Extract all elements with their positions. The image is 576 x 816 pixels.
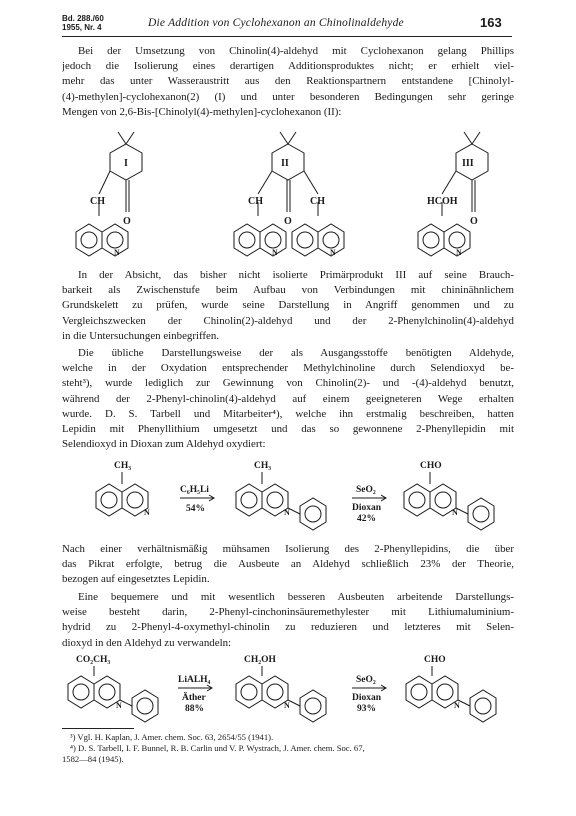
yield-label: 54%	[186, 504, 205, 514]
nitrogen-label: N	[330, 248, 336, 257]
oxygen-label: O	[470, 216, 478, 227]
nitrogen-label: N	[456, 248, 462, 257]
text-line: In der Absicht, das bisher nicht isolierte Primärprodukt III auf seine Brauch-	[78, 269, 514, 281]
text-line: bezogen auf eingesetztes Lepidin.	[62, 573, 210, 586]
text-line: in die Untersuchungen einbegriffen.	[62, 329, 220, 342]
footnote-3: ³) Vgl. H. Kaplan, J. Amer. chem. Soc. 63, 2654/55 (1941).	[70, 732, 274, 742]
nitrogen-label: N	[144, 508, 150, 517]
yield-label: 93%	[357, 704, 376, 714]
volume-line-1: Bd. 288./60	[62, 14, 104, 23]
nitrogen-label: N	[272, 248, 278, 257]
reagent-label: C₆H₅Li	[180, 485, 209, 495]
running-title: Die Addition von Cyclohexanon an Chinolinaldehyde	[148, 17, 404, 29]
text-line: Die übliche Darstellungsweise der als Ausgangsstoffe benötigten Aldehyde,	[78, 347, 514, 359]
aldehyde-label: CHO	[420, 461, 442, 471]
paragraph-1	[62, 44, 514, 120]
yield-label: 88%	[185, 704, 204, 714]
nitrogen-label: N	[284, 701, 290, 710]
ch-label: CH	[248, 196, 263, 207]
structure-ii	[234, 132, 344, 256]
aldehyde-label: CHO	[424, 655, 446, 665]
volume-info	[62, 14, 104, 32]
text-line: weise besteht darin, 2-Phenyl-cinchoninsäuremethylester mit Lithiumaluminium-	[62, 606, 514, 619]
volume-line-2: 1955, Nr. 4	[62, 23, 102, 32]
footnote-4-continued: 1582—84 (1945).	[62, 754, 124, 764]
scheme-phenyllithium-route	[62, 456, 514, 538]
label-iii: III	[462, 158, 474, 169]
footnote-rule	[62, 728, 134, 729]
phenylchinolin-aldehyd	[404, 472, 494, 530]
text-line: wurde. D. S. Tarbell und Mitarbeiter⁴), welche ihn erstmalig beschreiben, hatten	[62, 407, 514, 420]
footnotes	[62, 732, 514, 765]
paragraph-3	[62, 346, 514, 452]
reagent-label: LiALH₄	[178, 675, 211, 685]
text-line: Vergleichszwecken der Chinolin(2)-aldehyd und der 2-Phenylchinolin(4)-aldehyd	[62, 314, 514, 327]
structure-iii	[418, 132, 488, 256]
nitrogen-label: N	[454, 701, 460, 710]
text-line: Eine bequemere und mit wesentlich besseren Ausbeuten arbeitende Darstellungs-	[78, 591, 514, 603]
solvent-label: Dioxan	[352, 693, 382, 703]
nitrogen-label: N	[114, 248, 120, 257]
solvent-label: Äther	[182, 693, 206, 703]
label-ii: II	[281, 158, 289, 169]
label-i: I	[124, 158, 128, 169]
header-rule	[62, 36, 512, 37]
structure-i	[76, 132, 142, 256]
footnote-4: ⁴) D. S. Tarbell, I. F. Bunnel, R. B. Carlin und V. P. Wystrach, J. Amer. chem. Soc. 67,	[70, 743, 365, 753]
text-line: mehr das unter Wasseraustritt aus den Reaktionspartnern entstandene [Chinolyl-	[62, 75, 514, 88]
text-line: Bei der Umsetzung von Chinolin(4)-aldehyd mit Cyclohexanon gelang Phillips	[78, 45, 514, 57]
oxygen-label: O	[284, 216, 292, 227]
text-line: dioxyd in den Aldehyd zu verwandeln:	[62, 636, 232, 649]
ester-label: CO₂CH₃	[76, 655, 111, 665]
scheme-structures-i-ii-iii	[62, 124, 514, 264]
hcoh-label: HCOH	[427, 196, 458, 207]
nitrogen-label: N	[452, 508, 458, 517]
text-line: barkeit als Zwischenstufe beim Aufbau von Verbindungen mit chininähnlichem	[62, 284, 514, 297]
yield-label: 42%	[357, 514, 376, 524]
hydroxymethyl-label: CH₂OH	[244, 655, 276, 665]
text-line: hydrid zu 2-Phenyl-4-oxymethyl-chinolin zu reduzieren und letzteres mit Selen-	[62, 621, 514, 634]
phenylchinolin-aldehyd-product	[406, 666, 496, 722]
methyl-label: CH₃	[254, 461, 272, 471]
lepidin	[96, 472, 148, 516]
text-line: während der 2-Phenyl-chinolin(4)-aldehyd auf einem geeigneteren Wege erhalten	[62, 392, 514, 405]
ch-label: CH	[310, 196, 325, 207]
oxymethyl-chinolin	[236, 666, 326, 722]
text-line: Mengen von 2,6-Bis-[Chinolyl(4)-methylen]-cyclohexanon (II):	[62, 105, 342, 118]
text-line: Lepidin mit Phenyllithium umgesetzt und das so gewonnene 2-Phenyllepidin mit	[62, 423, 514, 436]
text-line: Grundskelett zu prüfen, wurde seine Darstellung in Angriff genommen und zu	[62, 299, 514, 312]
text-line: (4)-methylen]-cyclohexanon(2) (I) und unter besonderen Bedingungen sehr geringe	[62, 90, 514, 103]
text-line: Nach einer verhältnismäßig mühsamen Isolierung des 2-Phenyllepidins, die über	[62, 543, 514, 555]
oxygen-label: O	[123, 216, 131, 227]
page-number: 163	[480, 15, 502, 30]
nitrogen-label: N	[116, 701, 122, 710]
text-line: jedoch die Isolierung eines derartigen Additionsproduktes nicht; er erhielt viel-	[62, 60, 514, 73]
text-line: steht³), wurde lediglich zur Gewinnung von Chinolin(2)- und -(4)-aldehyd benutzt,	[62, 377, 514, 390]
paragraph-2	[62, 268, 514, 344]
solvent-label: Dioxan	[352, 503, 382, 513]
text-line: welche in der Oxydation entsprechender Methylchinoline durch Selendioxyd be-	[62, 362, 514, 375]
text-line: Selendioxyd in Dioxan zum Aldehyd oxydiert:	[62, 438, 266, 451]
paragraph-5	[62, 590, 514, 651]
paragraph-4	[62, 542, 514, 588]
phenyllepidin	[236, 472, 326, 530]
nitrogen-label: N	[284, 508, 290, 517]
reagent-label: SeO₂	[356, 485, 376, 495]
text-line: das Pikrat erfolgte, betrug die Ausbeute an Aldehyd schließlich 23% der Theorie,	[62, 558, 514, 571]
cinchoninic-ester	[68, 666, 158, 722]
ch-label: CH	[90, 196, 105, 207]
reagent-label: SeO₂	[356, 675, 376, 685]
methyl-label: CH₃	[114, 461, 132, 471]
scheme-lialh4-route	[62, 652, 514, 726]
